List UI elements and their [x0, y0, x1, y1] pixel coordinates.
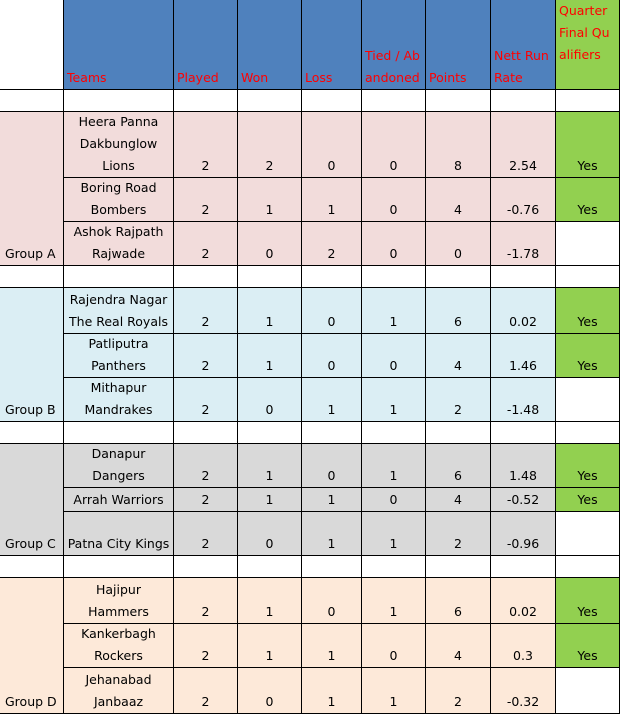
team-name-cell	[64, 112, 174, 178]
spacer-cell	[302, 266, 362, 288]
cell-played	[174, 378, 238, 422]
header-label: Nett Run Rate	[494, 48, 549, 85]
spacer-cell	[491, 90, 556, 112]
header-label: Teams	[67, 70, 107, 85]
team-name-cell	[64, 578, 174, 624]
cell-played	[174, 444, 238, 488]
qualifier-cell	[556, 378, 620, 422]
cell-loss	[302, 488, 362, 512]
header-label: Loss	[305, 70, 333, 85]
team-name-cell	[64, 444, 174, 488]
cell-points	[426, 222, 491, 266]
value-nrr: -1.48	[506, 402, 540, 417]
team-name-cell	[64, 668, 174, 714]
value-nrr: -1.78	[506, 246, 540, 261]
value-loss: 1	[327, 492, 336, 507]
team-name: Mithapur Mandrakes	[84, 380, 153, 417]
value-tied: 0	[389, 202, 398, 217]
value-points: 4	[454, 202, 462, 217]
qualifier-cell	[556, 488, 620, 512]
value-tied: 1	[389, 694, 398, 709]
value-played: 2	[201, 492, 210, 507]
cell-played	[174, 334, 238, 378]
value-played: 2	[201, 648, 210, 663]
cell-nrr	[491, 288, 556, 334]
value-played: 2	[201, 358, 210, 373]
value-points: 4	[454, 358, 462, 373]
value-won: 0	[265, 536, 274, 551]
cell-nrr	[491, 222, 556, 266]
value-nrr: 1.48	[509, 468, 537, 483]
spacer-cell	[238, 422, 302, 444]
value-tied: 1	[389, 402, 398, 417]
cell-played	[174, 288, 238, 334]
qualifier-cell	[556, 444, 620, 488]
value-loss: 0	[327, 468, 336, 483]
spacer-cell	[0, 266, 64, 288]
cell-nrr	[491, 488, 556, 512]
header-won	[238, 0, 302, 90]
team-name: Arrah Warriors	[73, 492, 164, 507]
header-nrr	[491, 0, 556, 90]
cell-loss	[302, 112, 362, 178]
cell-won	[238, 112, 302, 178]
team-name: Rajendra Nagar The Real Royals	[69, 292, 168, 329]
spacer-cell	[362, 422, 426, 444]
value-points: 6	[454, 604, 462, 619]
value-nrr: -0.52	[506, 492, 540, 507]
qualifier-cell	[556, 668, 620, 714]
value-won: 0	[265, 694, 274, 709]
spacer-cell	[491, 556, 556, 578]
cell-loss	[302, 288, 362, 334]
cell-played	[174, 222, 238, 266]
qualifier-cell	[556, 512, 620, 556]
team-name-cell	[64, 512, 174, 556]
value-tied: 1	[389, 604, 398, 619]
cell-tied	[362, 578, 426, 624]
header-qualifiers	[556, 0, 620, 90]
spacer-cell	[556, 266, 620, 288]
cell-tied	[362, 222, 426, 266]
group-label	[0, 578, 64, 714]
corner-cell	[0, 0, 64, 90]
value-played: 2	[201, 202, 210, 217]
value-played: 2	[201, 536, 210, 551]
qualifier-cell	[556, 334, 620, 378]
cell-played	[174, 624, 238, 668]
cell-loss	[302, 222, 362, 266]
spacer-cell	[0, 90, 64, 112]
cell-nrr	[491, 512, 556, 556]
header-loss	[302, 0, 362, 90]
cell-tied	[362, 378, 426, 422]
group-label	[0, 444, 64, 556]
value-nrr: 2.54	[509, 158, 537, 173]
spacer-cell	[491, 266, 556, 288]
team-name: Danapur Dangers	[91, 446, 146, 483]
value-won: 0	[265, 246, 274, 261]
cell-points	[426, 578, 491, 624]
cell-loss	[302, 624, 362, 668]
cell-won	[238, 378, 302, 422]
qualifier-cell	[556, 112, 620, 178]
group-label	[0, 288, 64, 422]
cell-tied	[362, 668, 426, 714]
qualified-status: Yes	[577, 604, 598, 619]
value-loss: 0	[327, 158, 336, 173]
cell-played	[174, 178, 238, 222]
group-name: Group C	[5, 536, 56, 551]
cell-tied	[362, 512, 426, 556]
cell-nrr	[491, 334, 556, 378]
cell-tied	[362, 178, 426, 222]
spacer-cell	[556, 90, 620, 112]
value-points: 0	[454, 246, 462, 261]
qualified-status: Yes	[577, 648, 598, 663]
cell-loss	[302, 668, 362, 714]
qualified-status: Yes	[577, 492, 598, 507]
team-name: Patna City Kings	[67, 536, 170, 551]
cell-points	[426, 112, 491, 178]
value-loss: 0	[327, 604, 336, 619]
cell-points	[426, 624, 491, 668]
cell-nrr	[491, 378, 556, 422]
value-won: 1	[265, 648, 274, 663]
cell-loss	[302, 334, 362, 378]
spacer-cell	[302, 556, 362, 578]
header-teams	[64, 0, 174, 90]
cell-tied	[362, 288, 426, 334]
header-label: Played	[177, 70, 219, 85]
team-name-cell	[64, 334, 174, 378]
team-name-cell	[64, 178, 174, 222]
cell-nrr	[491, 178, 556, 222]
header-points	[426, 0, 491, 90]
spacer-cell	[174, 90, 238, 112]
cell-loss	[302, 512, 362, 556]
value-tied: 0	[389, 358, 398, 373]
spacer-cell	[362, 90, 426, 112]
value-loss: 1	[327, 202, 336, 217]
team-name-cell	[64, 222, 174, 266]
group-name: Group B	[5, 402, 56, 417]
cell-tied	[362, 488, 426, 512]
spacer-cell	[362, 266, 426, 288]
value-won: 1	[265, 202, 274, 217]
qualified-status: Yes	[577, 358, 598, 373]
qualified-status: Yes	[577, 158, 598, 173]
spacer-cell	[64, 90, 174, 112]
value-tied: 1	[389, 536, 398, 551]
cell-played	[174, 112, 238, 178]
value-played: 2	[201, 402, 210, 417]
value-played: 2	[201, 246, 210, 261]
qualifier-cell	[556, 178, 620, 222]
cell-won	[238, 578, 302, 624]
group-name: Group D	[5, 694, 57, 709]
spacer-cell	[64, 266, 174, 288]
value-nrr: -0.32	[506, 694, 540, 709]
spacer-cell	[426, 422, 491, 444]
team-name-cell	[64, 488, 174, 512]
value-won: 1	[265, 468, 274, 483]
header-played	[174, 0, 238, 90]
value-loss: 0	[327, 314, 336, 329]
value-loss: 2	[327, 246, 336, 261]
value-points: 6	[454, 468, 462, 483]
cell-tied	[362, 444, 426, 488]
cell-nrr	[491, 668, 556, 714]
cell-played	[174, 578, 238, 624]
cell-played	[174, 668, 238, 714]
cell-nrr	[491, 444, 556, 488]
cell-won	[238, 512, 302, 556]
spacer-cell	[174, 266, 238, 288]
spacer-cell	[426, 90, 491, 112]
cell-won	[238, 222, 302, 266]
spacer-cell	[238, 556, 302, 578]
cell-points	[426, 444, 491, 488]
qualified-status: Yes	[577, 314, 598, 329]
spacer-cell	[556, 422, 620, 444]
value-won: 1	[265, 492, 274, 507]
qualified-status: Yes	[577, 202, 598, 217]
cell-won	[238, 334, 302, 378]
qualifier-cell	[556, 222, 620, 266]
cell-points	[426, 668, 491, 714]
value-won: 0	[265, 402, 274, 417]
value-nrr: -0.96	[506, 536, 540, 551]
cell-points	[426, 378, 491, 422]
spacer-cell	[491, 422, 556, 444]
value-points: 4	[454, 492, 462, 507]
value-points: 2	[454, 536, 462, 551]
spacer-cell	[174, 556, 238, 578]
spacer-cell	[64, 556, 174, 578]
cell-won	[238, 288, 302, 334]
cell-points	[426, 512, 491, 556]
qualifier-cell	[556, 578, 620, 624]
team-name: Heera Panna Dakbunglow Lions	[78, 114, 159, 173]
cell-won	[238, 488, 302, 512]
spacer-cell	[0, 556, 64, 578]
cell-nrr	[491, 112, 556, 178]
value-nrr: 0.02	[509, 314, 537, 329]
cell-tied	[362, 334, 426, 378]
spacer-cell	[426, 266, 491, 288]
cell-points	[426, 178, 491, 222]
value-played: 2	[201, 468, 210, 483]
value-points: 8	[454, 158, 462, 173]
team-name-cell	[64, 288, 174, 334]
value-loss: 0	[327, 358, 336, 373]
spacer-cell	[238, 90, 302, 112]
team-name: Kankerbagh Rockers	[81, 626, 156, 663]
cell-points	[426, 334, 491, 378]
header-tied	[362, 0, 426, 90]
spacer-cell	[238, 266, 302, 288]
value-won: 1	[265, 358, 274, 373]
spacer-cell	[64, 422, 174, 444]
spacer-cell	[362, 556, 426, 578]
qualifier-cell	[556, 288, 620, 334]
qualified-status: Yes	[577, 468, 598, 483]
value-nrr: -0.76	[506, 202, 540, 217]
cell-tied	[362, 112, 426, 178]
header-label: Won	[241, 70, 269, 85]
value-loss: 1	[327, 402, 336, 417]
value-tied: 0	[389, 246, 398, 261]
spacer-cell	[0, 422, 64, 444]
cell-points	[426, 488, 491, 512]
cell-won	[238, 668, 302, 714]
value-loss: 1	[327, 694, 336, 709]
value-won: 2	[265, 158, 274, 173]
value-points: 2	[454, 694, 462, 709]
value-tied: 0	[389, 648, 398, 663]
header-label: Points	[429, 70, 467, 85]
value-won: 1	[265, 604, 274, 619]
value-nrr: 1.46	[509, 358, 537, 373]
spacer-cell	[426, 556, 491, 578]
team-name-cell	[64, 624, 174, 668]
header-label: Quarter Final Qualifiers	[559, 3, 610, 62]
team-name: Ashok Rajpath Rajwade	[73, 224, 164, 261]
value-tied: 0	[389, 158, 398, 173]
cell-points	[426, 288, 491, 334]
cell-played	[174, 512, 238, 556]
value-played: 2	[201, 604, 210, 619]
value-played: 2	[201, 694, 210, 709]
cell-won	[238, 624, 302, 668]
team-name: Patliputra Panthers	[88, 336, 149, 373]
value-points: 6	[454, 314, 462, 329]
spacer-cell	[174, 422, 238, 444]
value-tied: 1	[389, 314, 398, 329]
cell-loss	[302, 178, 362, 222]
value-played: 2	[201, 314, 210, 329]
spacer-cell	[302, 90, 362, 112]
team-name: Jehanabad Janbaaz	[85, 672, 152, 709]
cell-nrr	[491, 578, 556, 624]
cell-won	[238, 444, 302, 488]
cell-won	[238, 178, 302, 222]
value-played: 2	[201, 158, 210, 173]
team-name: Hajipur Hammers	[88, 582, 149, 619]
value-points: 2	[454, 402, 462, 417]
value-won: 1	[265, 314, 274, 329]
team-name: Boring Road Bombers	[80, 180, 157, 217]
value-tied: 0	[389, 492, 398, 507]
cell-nrr	[491, 624, 556, 668]
cell-loss	[302, 444, 362, 488]
value-nrr: 0.02	[509, 604, 537, 619]
header-label: Tied / Abandoned	[365, 48, 420, 85]
spacer-cell	[556, 556, 620, 578]
value-nrr: 0.3	[513, 648, 533, 663]
value-points: 4	[454, 648, 462, 663]
value-loss: 1	[327, 648, 336, 663]
group-label	[0, 112, 64, 266]
spacer-cell	[302, 422, 362, 444]
cell-played	[174, 488, 238, 512]
value-loss: 1	[327, 536, 336, 551]
qualifier-cell	[556, 624, 620, 668]
group-name: Group A	[5, 246, 56, 261]
cell-loss	[302, 378, 362, 422]
value-tied: 1	[389, 468, 398, 483]
cell-loss	[302, 578, 362, 624]
team-name-cell	[64, 378, 174, 422]
cell-tied	[362, 624, 426, 668]
